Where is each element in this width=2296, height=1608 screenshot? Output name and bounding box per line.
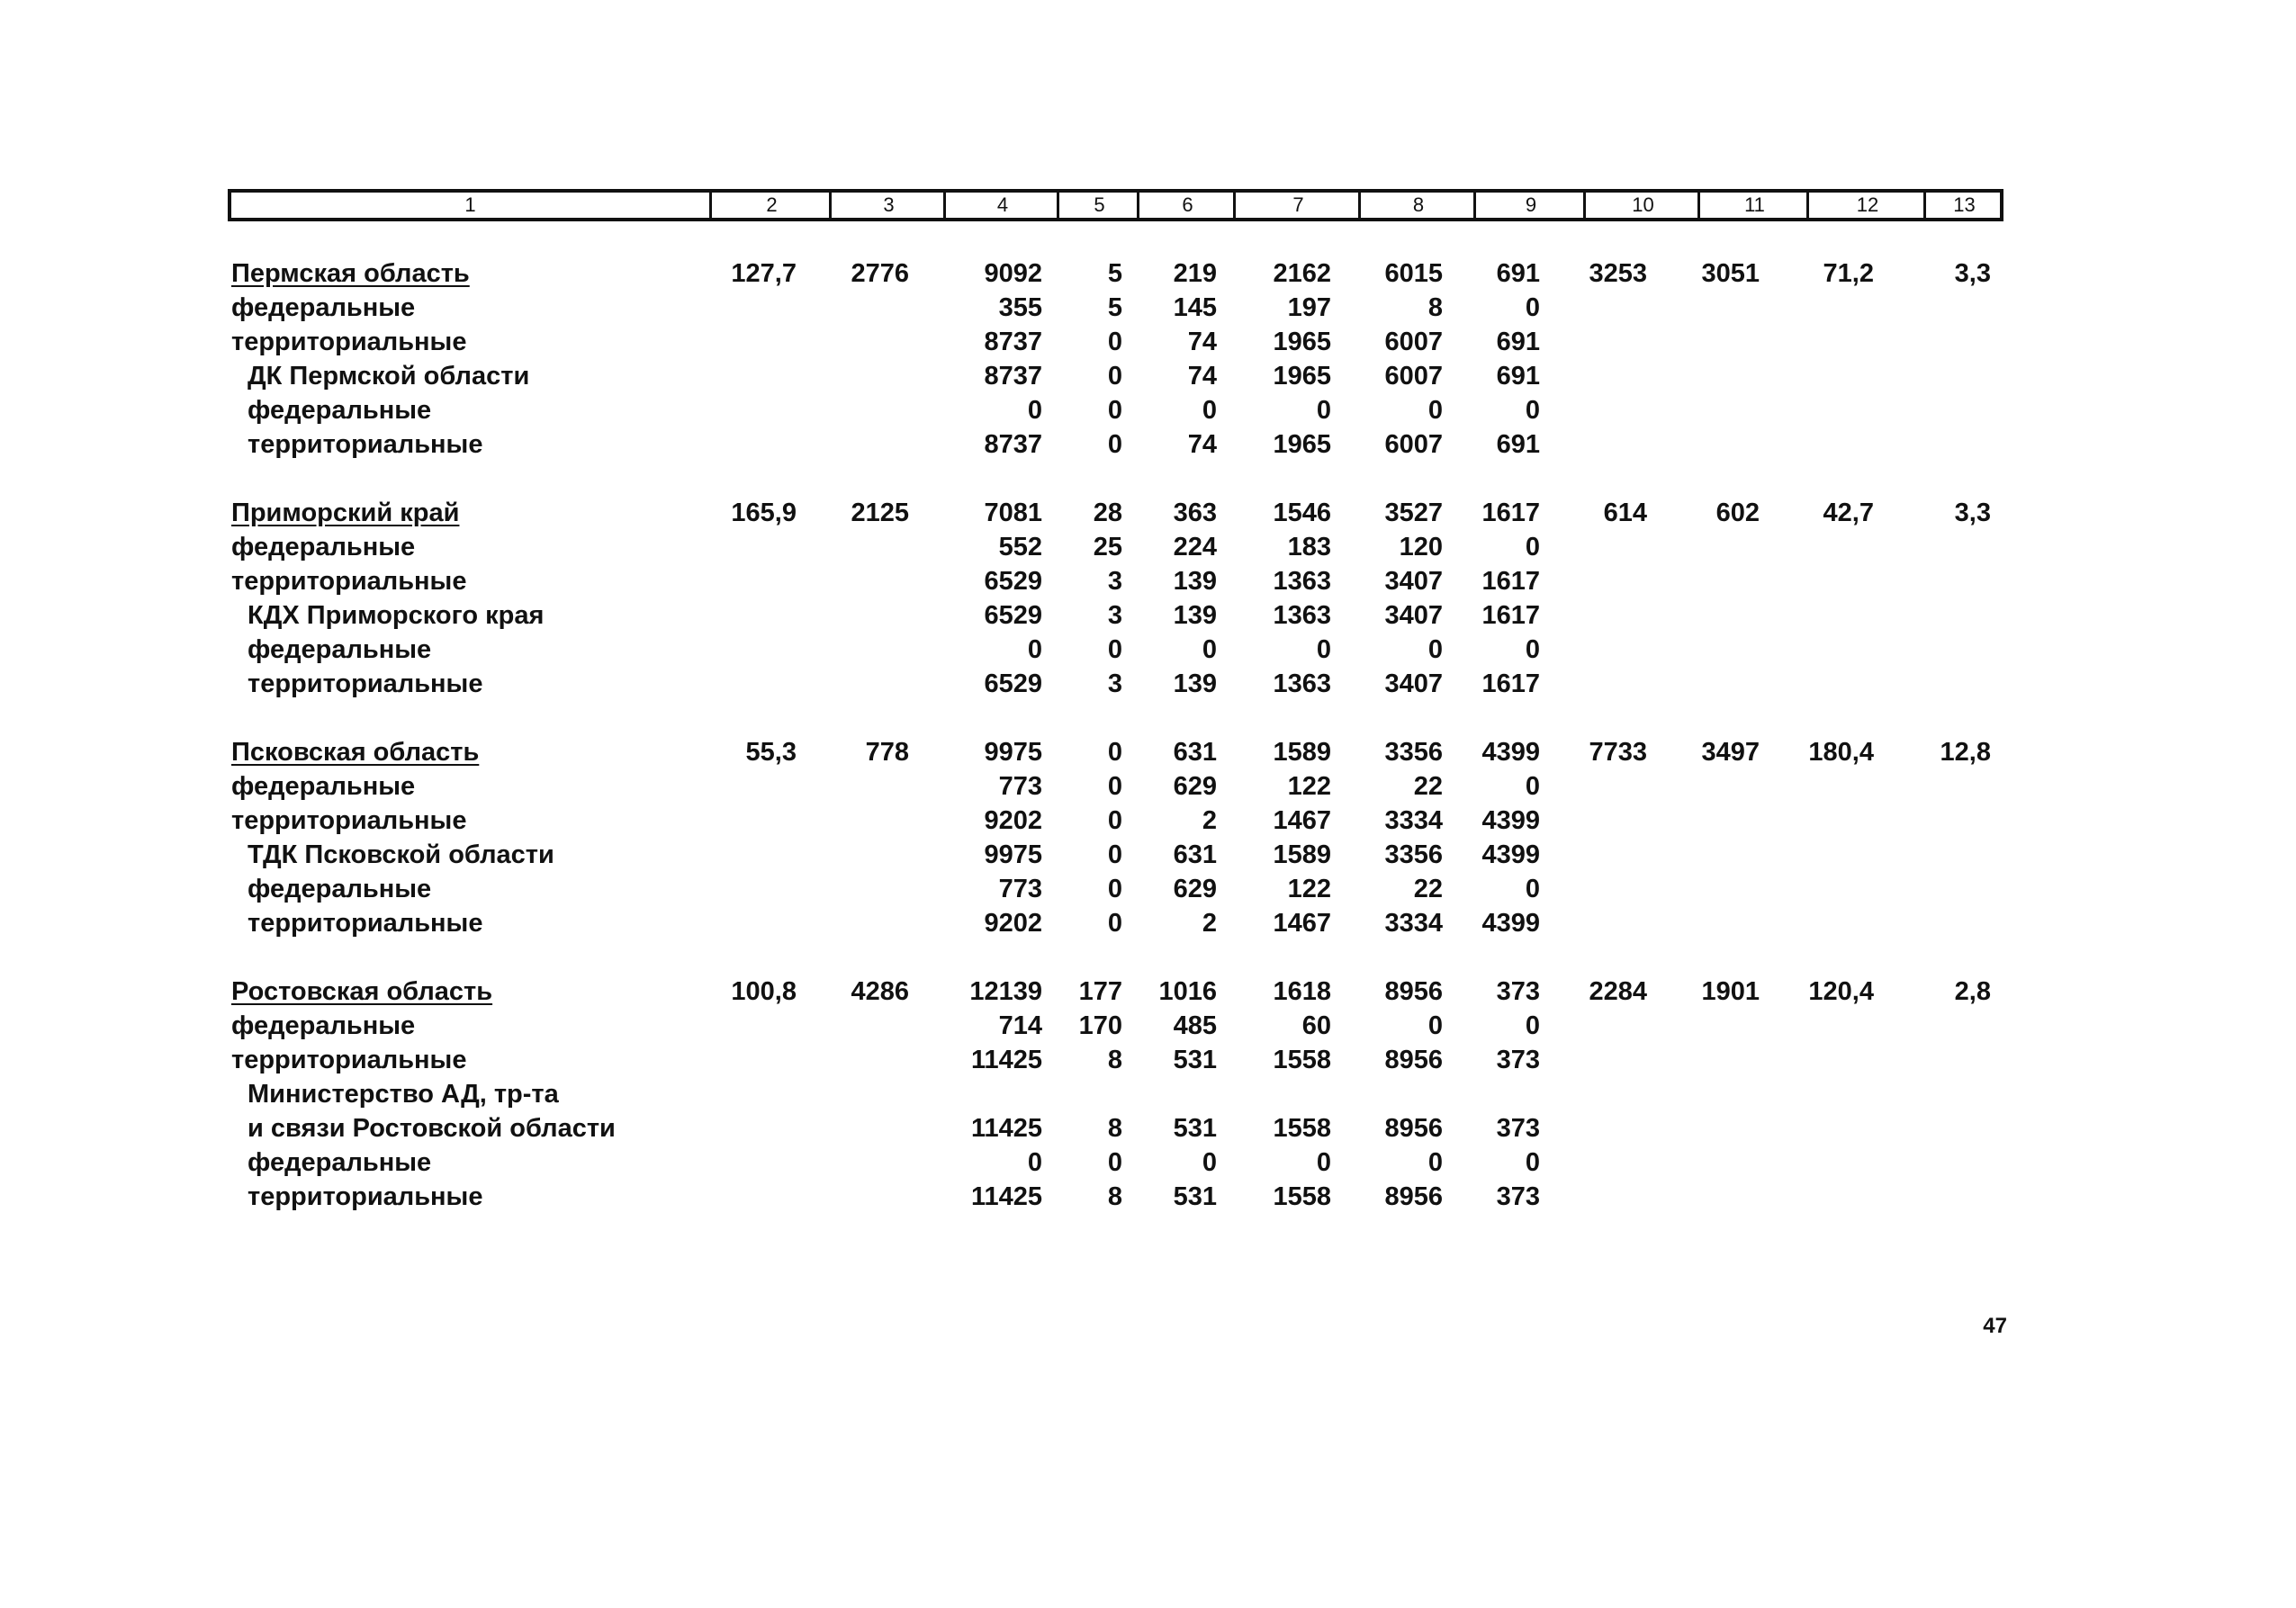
value-cell-col-8: 22: [1413, 875, 1443, 903]
row-label: федеральные: [248, 635, 432, 664]
table-row: [0, 1043, 2296, 1077]
value-cell-col-7: 1363: [1273, 669, 1331, 698]
value-cell-col-7: 1558: [1273, 1114, 1331, 1143]
table-row: [0, 1111, 2296, 1145]
value-cell-col-12: 42,7: [1823, 499, 1874, 527]
column-header: 12: [1806, 193, 1926, 218]
value-cell-col-5: 3: [1107, 669, 1122, 698]
value-cell-col-9: 0: [1525, 533, 1540, 561]
value-cell-col-4: 9975: [984, 840, 1042, 869]
table-header: [228, 189, 2003, 221]
value-cell-col-4: 773: [998, 772, 1042, 801]
value-cell-col-5: 8: [1107, 1182, 1122, 1211]
value-cell-col-7: 197: [1287, 293, 1331, 322]
value-cell-col-7: 0: [1316, 635, 1331, 664]
value-cell-col-4: 355: [998, 293, 1042, 322]
column-header: 11: [1697, 193, 1809, 218]
value-cell-col-2: 55,3: [745, 738, 797, 767]
region-label: Псковская область: [231, 738, 480, 767]
value-cell-col-5: 0: [1107, 1148, 1122, 1177]
column-header: 8: [1358, 193, 1476, 218]
table-row: [0, 564, 2296, 598]
value-cell-col-4: 9975: [984, 738, 1042, 767]
value-cell-col-4: 9202: [984, 909, 1042, 938]
value-cell-col-9: 0: [1525, 1148, 1540, 1177]
value-cell-col-6: 629: [1173, 875, 1217, 903]
value-cell-col-3: 778: [865, 738, 909, 767]
row-label: территориальные: [231, 567, 467, 596]
value-cell-col-6: 0: [1202, 635, 1217, 664]
value-cell-col-9: 0: [1525, 635, 1540, 664]
value-cell-col-6: 0: [1202, 1148, 1217, 1177]
value-cell-col-7: 0: [1316, 1148, 1331, 1177]
value-cell-col-6: 531: [1173, 1182, 1217, 1211]
table-row: [0, 530, 2296, 564]
region-row: [0, 256, 2296, 291]
value-cell-col-9: 4399: [1481, 806, 1540, 835]
table-row: [0, 804, 2296, 838]
value-cell-col-7: 1363: [1273, 567, 1331, 596]
value-cell-col-5: 28: [1093, 499, 1122, 527]
column-header: 1: [464, 193, 476, 216]
table-row: [0, 633, 2296, 667]
value-cell-col-5: 177: [1078, 977, 1122, 1006]
table-row: [0, 427, 2296, 462]
value-cell-col-5: 5: [1107, 259, 1122, 288]
region-label: Приморский край: [231, 499, 460, 527]
region-label: Ростовская область: [231, 977, 493, 1006]
value-cell-col-4: 552: [998, 533, 1042, 561]
value-cell-col-7: 2162: [1273, 259, 1331, 288]
value-cell-col-5: 0: [1107, 772, 1122, 801]
value-cell-col-7: 1589: [1273, 840, 1331, 869]
column-header: 5: [1057, 193, 1139, 218]
column-header: 4: [943, 193, 1059, 218]
value-cell-col-5: 3: [1107, 567, 1122, 596]
table-row: [0, 1077, 2296, 1111]
value-cell-col-12: 120,4: [1808, 977, 1874, 1006]
row-label: территориальные: [248, 1182, 483, 1211]
value-cell-col-6: 2: [1202, 909, 1217, 938]
value-cell-col-5: 0: [1107, 396, 1122, 425]
value-cell-col-3: 2125: [851, 499, 909, 527]
value-cell-col-8: 3356: [1384, 738, 1443, 767]
value-cell-col-4: 11425: [970, 1046, 1042, 1074]
value-cell-col-5: 3: [1107, 601, 1122, 630]
value-cell-col-5: 8: [1107, 1114, 1122, 1143]
value-cell-col-4: 8737: [984, 430, 1042, 459]
value-cell-col-5: 0: [1107, 806, 1122, 835]
value-cell-col-8: 3334: [1384, 806, 1443, 835]
value-cell-col-12: 180,4: [1808, 738, 1874, 767]
column-header: 6: [1137, 193, 1236, 218]
value-cell-col-5: 8: [1107, 1046, 1122, 1074]
value-cell-col-8: 8956: [1384, 1182, 1443, 1211]
row-label: федеральные: [248, 875, 432, 903]
table-row: [0, 598, 2296, 633]
value-cell-col-6: 219: [1173, 259, 1217, 288]
value-cell-col-5: 0: [1107, 738, 1122, 767]
value-cell-col-4: 6529: [984, 669, 1042, 698]
row-label: федеральные: [231, 1011, 416, 1040]
value-cell-col-8: 0: [1427, 396, 1443, 425]
value-cell-col-4: 11425: [970, 1114, 1042, 1143]
value-cell-col-12: 71,2: [1823, 259, 1874, 288]
value-cell-col-7: 0: [1316, 396, 1331, 425]
region-row: [0, 975, 2296, 1009]
value-cell-col-11: 602: [1715, 499, 1760, 527]
column-header: 3: [829, 193, 946, 218]
value-cell-col-9: 691: [1496, 430, 1540, 459]
value-cell-col-4: 6529: [984, 601, 1042, 630]
value-cell-col-4: 0: [1027, 396, 1042, 425]
value-cell-col-4: 9092: [984, 259, 1042, 288]
value-cell-col-5: 5: [1107, 293, 1122, 322]
value-cell-col-6: 74: [1187, 362, 1217, 391]
value-cell-col-8: 6015: [1384, 259, 1443, 288]
value-cell-col-6: 629: [1173, 772, 1217, 801]
value-cell-col-7: 1363: [1273, 601, 1331, 630]
page-number: 47: [1983, 1314, 2007, 1338]
value-cell-col-9: 691: [1496, 259, 1540, 288]
row-label: территориальные: [231, 806, 467, 835]
value-cell-col-8: 3407: [1384, 601, 1443, 630]
row-label: федеральные: [248, 396, 432, 425]
value-cell-col-10: 2284: [1589, 977, 1647, 1006]
value-cell-col-13: 12,8: [1940, 738, 1991, 767]
value-cell-col-5: 0: [1107, 909, 1122, 938]
value-cell-col-6: 531: [1173, 1114, 1217, 1143]
value-cell-col-5: 170: [1078, 1011, 1122, 1040]
value-cell-col-9: 0: [1525, 875, 1540, 903]
value-cell-col-4: 8737: [984, 328, 1042, 356]
value-cell-col-2: 127,7: [731, 259, 797, 288]
value-cell-col-8: 22: [1413, 772, 1443, 801]
value-cell-col-9: 0: [1525, 1011, 1540, 1040]
value-cell-col-9: 373: [1496, 1182, 1540, 1211]
value-cell-col-5: 0: [1107, 328, 1122, 356]
value-cell-col-8: 8956: [1384, 1114, 1443, 1143]
value-cell-col-4: 6529: [984, 567, 1042, 596]
table-row: [0, 393, 2296, 427]
table-row: [0, 667, 2296, 701]
table-row: [0, 906, 2296, 940]
value-cell-col-6: 0: [1202, 396, 1217, 425]
table-row: [0, 1180, 2296, 1214]
value-cell-col-6: 74: [1187, 430, 1217, 459]
value-cell-col-2: 100,8: [731, 977, 797, 1006]
value-cell-col-2: 165,9: [731, 499, 797, 527]
value-cell-col-7: 1589: [1273, 738, 1331, 767]
value-cell-col-9: 4399: [1481, 840, 1540, 869]
value-cell-col-7: 122: [1287, 875, 1331, 903]
value-cell-col-9: 691: [1496, 362, 1540, 391]
value-cell-col-7: 1618: [1273, 977, 1331, 1006]
value-cell-col-6: 145: [1173, 293, 1217, 322]
table-row: [0, 769, 2296, 804]
value-cell-col-9: 4399: [1481, 909, 1540, 938]
table-row: [0, 1145, 2296, 1180]
value-cell-col-8: 3334: [1384, 909, 1443, 938]
value-cell-col-8: 3527: [1384, 499, 1443, 527]
value-cell-col-11: 3051: [1701, 259, 1760, 288]
region-label: Пермская область: [231, 259, 470, 288]
column-header: 10: [1583, 193, 1700, 218]
value-cell-col-8: 0: [1427, 1011, 1443, 1040]
value-cell-col-4: 7081: [984, 499, 1042, 527]
column-header: 7: [1233, 193, 1361, 218]
value-cell-col-7: 183: [1287, 533, 1331, 561]
value-cell-col-5: 0: [1107, 362, 1122, 391]
column-header: 2: [709, 193, 832, 218]
row-label: ДК Пермской области: [248, 362, 530, 391]
value-cell-col-3: 4286: [851, 977, 909, 1006]
value-cell-col-4: 773: [998, 875, 1042, 903]
value-cell-col-11: 1901: [1701, 977, 1760, 1006]
value-cell-col-7: 122: [1287, 772, 1331, 801]
value-cell-col-6: 224: [1173, 533, 1217, 561]
row-label: ТДК Псковской области: [248, 840, 554, 869]
row-label: территориальные: [248, 909, 483, 938]
value-cell-col-9: 691: [1496, 328, 1540, 356]
row-label: федеральные: [231, 772, 416, 801]
table-row: [0, 291, 2296, 325]
value-cell-col-9: 0: [1525, 293, 1540, 322]
value-cell-col-9: 373: [1496, 977, 1540, 1006]
region-row: [0, 496, 2296, 530]
value-cell-col-4: 12139: [969, 977, 1042, 1006]
table-row: [0, 872, 2296, 906]
row-label: КДХ Приморского края: [248, 601, 545, 630]
value-cell-col-8: 6007: [1384, 328, 1443, 356]
table-row: [0, 359, 2296, 393]
value-cell-col-10: 3253: [1589, 259, 1647, 288]
value-cell-col-6: 631: [1173, 738, 1217, 767]
value-cell-col-7: 1965: [1273, 362, 1331, 391]
value-cell-col-8: 3407: [1384, 669, 1443, 698]
value-cell-col-8: 8956: [1384, 1046, 1443, 1074]
value-cell-col-13: 3,3: [1954, 259, 1991, 288]
value-cell-col-13: 2,8: [1954, 977, 1991, 1006]
column-header: 13: [1923, 193, 2003, 218]
value-cell-col-8: 8: [1427, 293, 1443, 322]
value-cell-col-8: 3356: [1384, 840, 1443, 869]
value-cell-col-6: 485: [1173, 1011, 1217, 1040]
value-cell-col-9: 1617: [1481, 669, 1540, 698]
value-cell-col-9: 1617: [1481, 601, 1540, 630]
row-label: территориальные: [248, 669, 483, 698]
value-cell-col-9: 0: [1525, 772, 1540, 801]
value-cell-col-7: 1546: [1273, 499, 1331, 527]
value-cell-col-5: 0: [1107, 840, 1122, 869]
value-cell-col-9: 4399: [1481, 738, 1540, 767]
value-cell-col-8: 6007: [1384, 362, 1443, 391]
row-label: территориальные: [248, 430, 483, 459]
value-cell-col-5: 0: [1107, 875, 1122, 903]
region-row: [0, 735, 2296, 769]
table-row: [0, 325, 2296, 359]
value-cell-col-4: 11425: [970, 1182, 1042, 1211]
value-cell-col-9: 1617: [1481, 499, 1540, 527]
value-cell-col-6: 1016: [1158, 977, 1217, 1006]
value-cell-col-11: 3497: [1701, 738, 1760, 767]
value-cell-col-7: 1965: [1273, 430, 1331, 459]
value-cell-col-6: 139: [1173, 669, 1217, 698]
value-cell-col-9: 373: [1496, 1046, 1540, 1074]
row-label: территориальные: [231, 328, 467, 356]
value-cell-col-5: 0: [1107, 635, 1122, 664]
value-cell-col-8: 8956: [1384, 977, 1443, 1006]
value-cell-col-9: 373: [1496, 1114, 1540, 1143]
value-cell-col-4: 714: [998, 1011, 1042, 1040]
value-cell-col-8: 6007: [1384, 430, 1443, 459]
value-cell-col-6: 74: [1187, 328, 1217, 356]
value-cell-col-8: 0: [1427, 1148, 1443, 1177]
row-label: федеральные: [248, 1148, 432, 1177]
value-cell-col-4: 9202: [984, 806, 1042, 835]
value-cell-col-6: 631: [1173, 840, 1217, 869]
value-cell-col-6: 2: [1202, 806, 1217, 835]
value-cell-col-7: 1965: [1273, 328, 1331, 356]
value-cell-col-7: 1467: [1273, 909, 1331, 938]
row-label: Министерство АД, тр-та: [248, 1080, 559, 1109]
value-cell-col-10: 7733: [1589, 738, 1647, 767]
value-cell-col-9: 0: [1525, 396, 1540, 425]
row-label: федеральные: [231, 293, 416, 322]
value-cell-col-7: 1467: [1273, 806, 1331, 835]
row-label: и связи Ростовской области: [248, 1114, 616, 1143]
value-cell-col-3: 2776: [851, 259, 909, 288]
value-cell-col-7: 1558: [1273, 1046, 1331, 1074]
value-cell-col-6: 531: [1173, 1046, 1217, 1074]
value-cell-col-13: 3,3: [1954, 499, 1991, 527]
value-cell-col-4: 0: [1027, 635, 1042, 664]
value-cell-col-4: 0: [1027, 1148, 1042, 1177]
table-row: [0, 1009, 2296, 1043]
value-cell-col-8: 120: [1399, 533, 1443, 561]
column-header: 9: [1473, 193, 1586, 218]
value-cell-col-5: 25: [1093, 533, 1122, 561]
value-cell-col-6: 363: [1173, 499, 1217, 527]
value-cell-col-5: 0: [1107, 430, 1122, 459]
value-cell-col-7: 1558: [1273, 1182, 1331, 1211]
value-cell-col-9: 1617: [1481, 567, 1540, 596]
value-cell-col-6: 139: [1173, 567, 1217, 596]
value-cell-col-8: 0: [1427, 635, 1443, 664]
value-cell-col-7: 60: [1301, 1011, 1331, 1040]
value-cell-col-10: 614: [1603, 499, 1647, 527]
value-cell-col-4: 8737: [984, 362, 1042, 391]
row-label: федеральные: [231, 533, 416, 561]
row-label: территориальные: [231, 1046, 467, 1074]
value-cell-col-6: 139: [1173, 601, 1217, 630]
value-cell-col-8: 3407: [1384, 567, 1443, 596]
table-row: [0, 838, 2296, 872]
